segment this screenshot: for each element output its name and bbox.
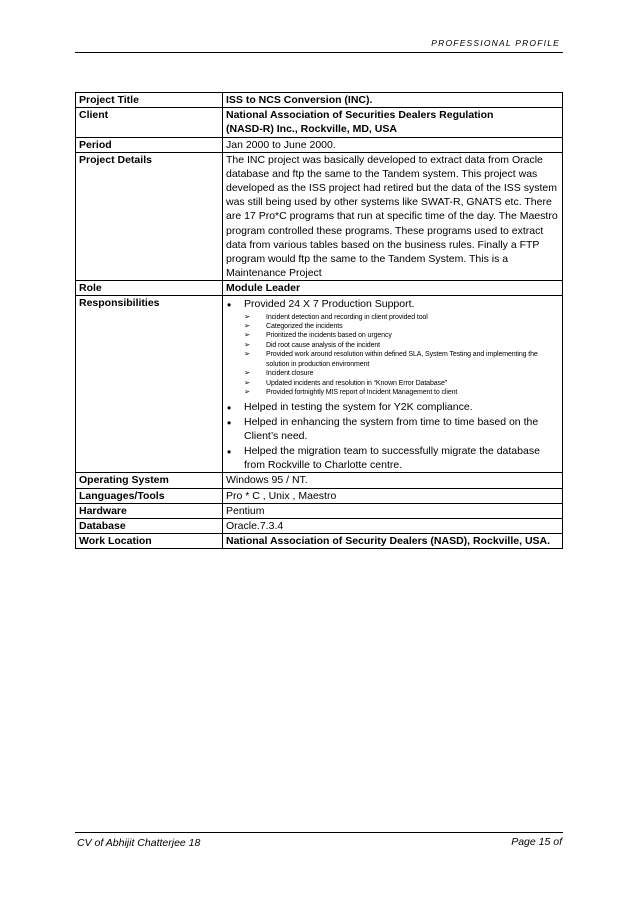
responsibilities-list [226, 297, 559, 472]
list-item: • Helped in testing the system for Y2K compliance. [226, 400, 559, 414]
work-location-value: National Association of Security Dealers (NASD), Rockville, USA. [223, 534, 563, 549]
list-item: • Helped in enhancing the system from time to time based on the Client’s need. [226, 415, 559, 443]
label-period: Period [76, 137, 223, 152]
table-row [76, 296, 563, 473]
footer-page-number: Page 15 of [511, 836, 562, 848]
hardware-value: Pentium [223, 503, 563, 518]
table-row [76, 488, 563, 503]
table-row [76, 518, 563, 533]
client-line-1: National Association of Securities Dealers Regulation [226, 109, 494, 122]
sub-list-item: ➢ Did root cause analysis of the incident [244, 341, 559, 350]
languages-tools-value: Pro * C , Unix , Maestro [223, 488, 563, 503]
project-table [75, 92, 563, 549]
sub-list-item: ➢ Updated incidents and resolution in “Known Error Database” [244, 379, 559, 388]
table-row [76, 281, 563, 296]
responsibilities-value [223, 296, 563, 473]
client-value [223, 108, 563, 137]
label-languages-tools: Languages/Tools [76, 488, 223, 503]
sub-list-item: ➢ Provided fortnightly MIS report of Incident Management to client [244, 388, 559, 397]
project-title-value: ISS to NCS Conversion (INC). [223, 93, 563, 108]
sub-list-item: ➢ Incident detection and recording in client provided tool [244, 313, 559, 322]
table-row [76, 503, 563, 518]
client-line-2: (NASD-R) Inc., Rockville, MD, USA [226, 123, 397, 136]
label-project-details: Project Details [76, 152, 223, 281]
table-row [76, 108, 563, 137]
sub-list-item: ➢ Prioritized the incidents based on urgency [244, 331, 559, 340]
sub-responsibilities-list [244, 313, 559, 398]
responsibility-text: Provided 24 X 7 Production Support. [244, 298, 415, 311]
page-header-title: PROFESSIONAL PROFILE [431, 38, 560, 48]
footer-divider [75, 832, 563, 833]
operating-system-value: Windows 95 / NT. [223, 473, 563, 488]
label-responsibilities: Responsibilities [76, 296, 223, 473]
list-item: • Helped the migration team to successfully migrate the database from Rockville to Charlotte centre. [226, 444, 559, 472]
label-database: Database [76, 518, 223, 533]
label-work-location: Work Location [76, 534, 223, 549]
sub-list-item: ➢ Categorized the incidents [244, 322, 559, 331]
sub-list-item: ➢ Provided work around resolution within defined SLA, System Testing and implementing the solution in production environment [244, 350, 559, 369]
period-value: Jan 2000 to June 2000. [223, 137, 563, 152]
database-value: Oracle.7.3.4 [223, 518, 563, 533]
sub-list-item: ➢ Incident closure [244, 369, 559, 378]
table-row [76, 137, 563, 152]
role-value: Module Leader [223, 281, 563, 296]
label-client: Client [76, 108, 223, 137]
table-row [76, 473, 563, 488]
label-role: Role [76, 281, 223, 296]
list-item [226, 297, 559, 397]
header-divider [75, 52, 563, 53]
label-hardware: Hardware [76, 503, 223, 518]
footer-cv-owner: CV of Abhijit Chatterjee 18 [77, 837, 201, 849]
table-row [76, 93, 563, 108]
label-operating-system: Operating System [76, 473, 223, 488]
table-row [76, 534, 563, 549]
label-project-title: Project Title [76, 93, 223, 108]
table-row [76, 152, 563, 281]
project-details-value: The INC project was basically developed to extract data from Oracle database and ftp the same to the Tandem system. This project was developed as the ISS project had retired but the data of the ISS system was still being used by other systems like SWAT-R, GNATS etc. There are 17 Pro*C programs that run at specific time of the day. The Maestro program controlled these programs. These programs used to extract data from various tables based on the business rules. Finally a FTP program would ftp the same to the Tandem System. This is a Maintenance Project [223, 152, 563, 281]
